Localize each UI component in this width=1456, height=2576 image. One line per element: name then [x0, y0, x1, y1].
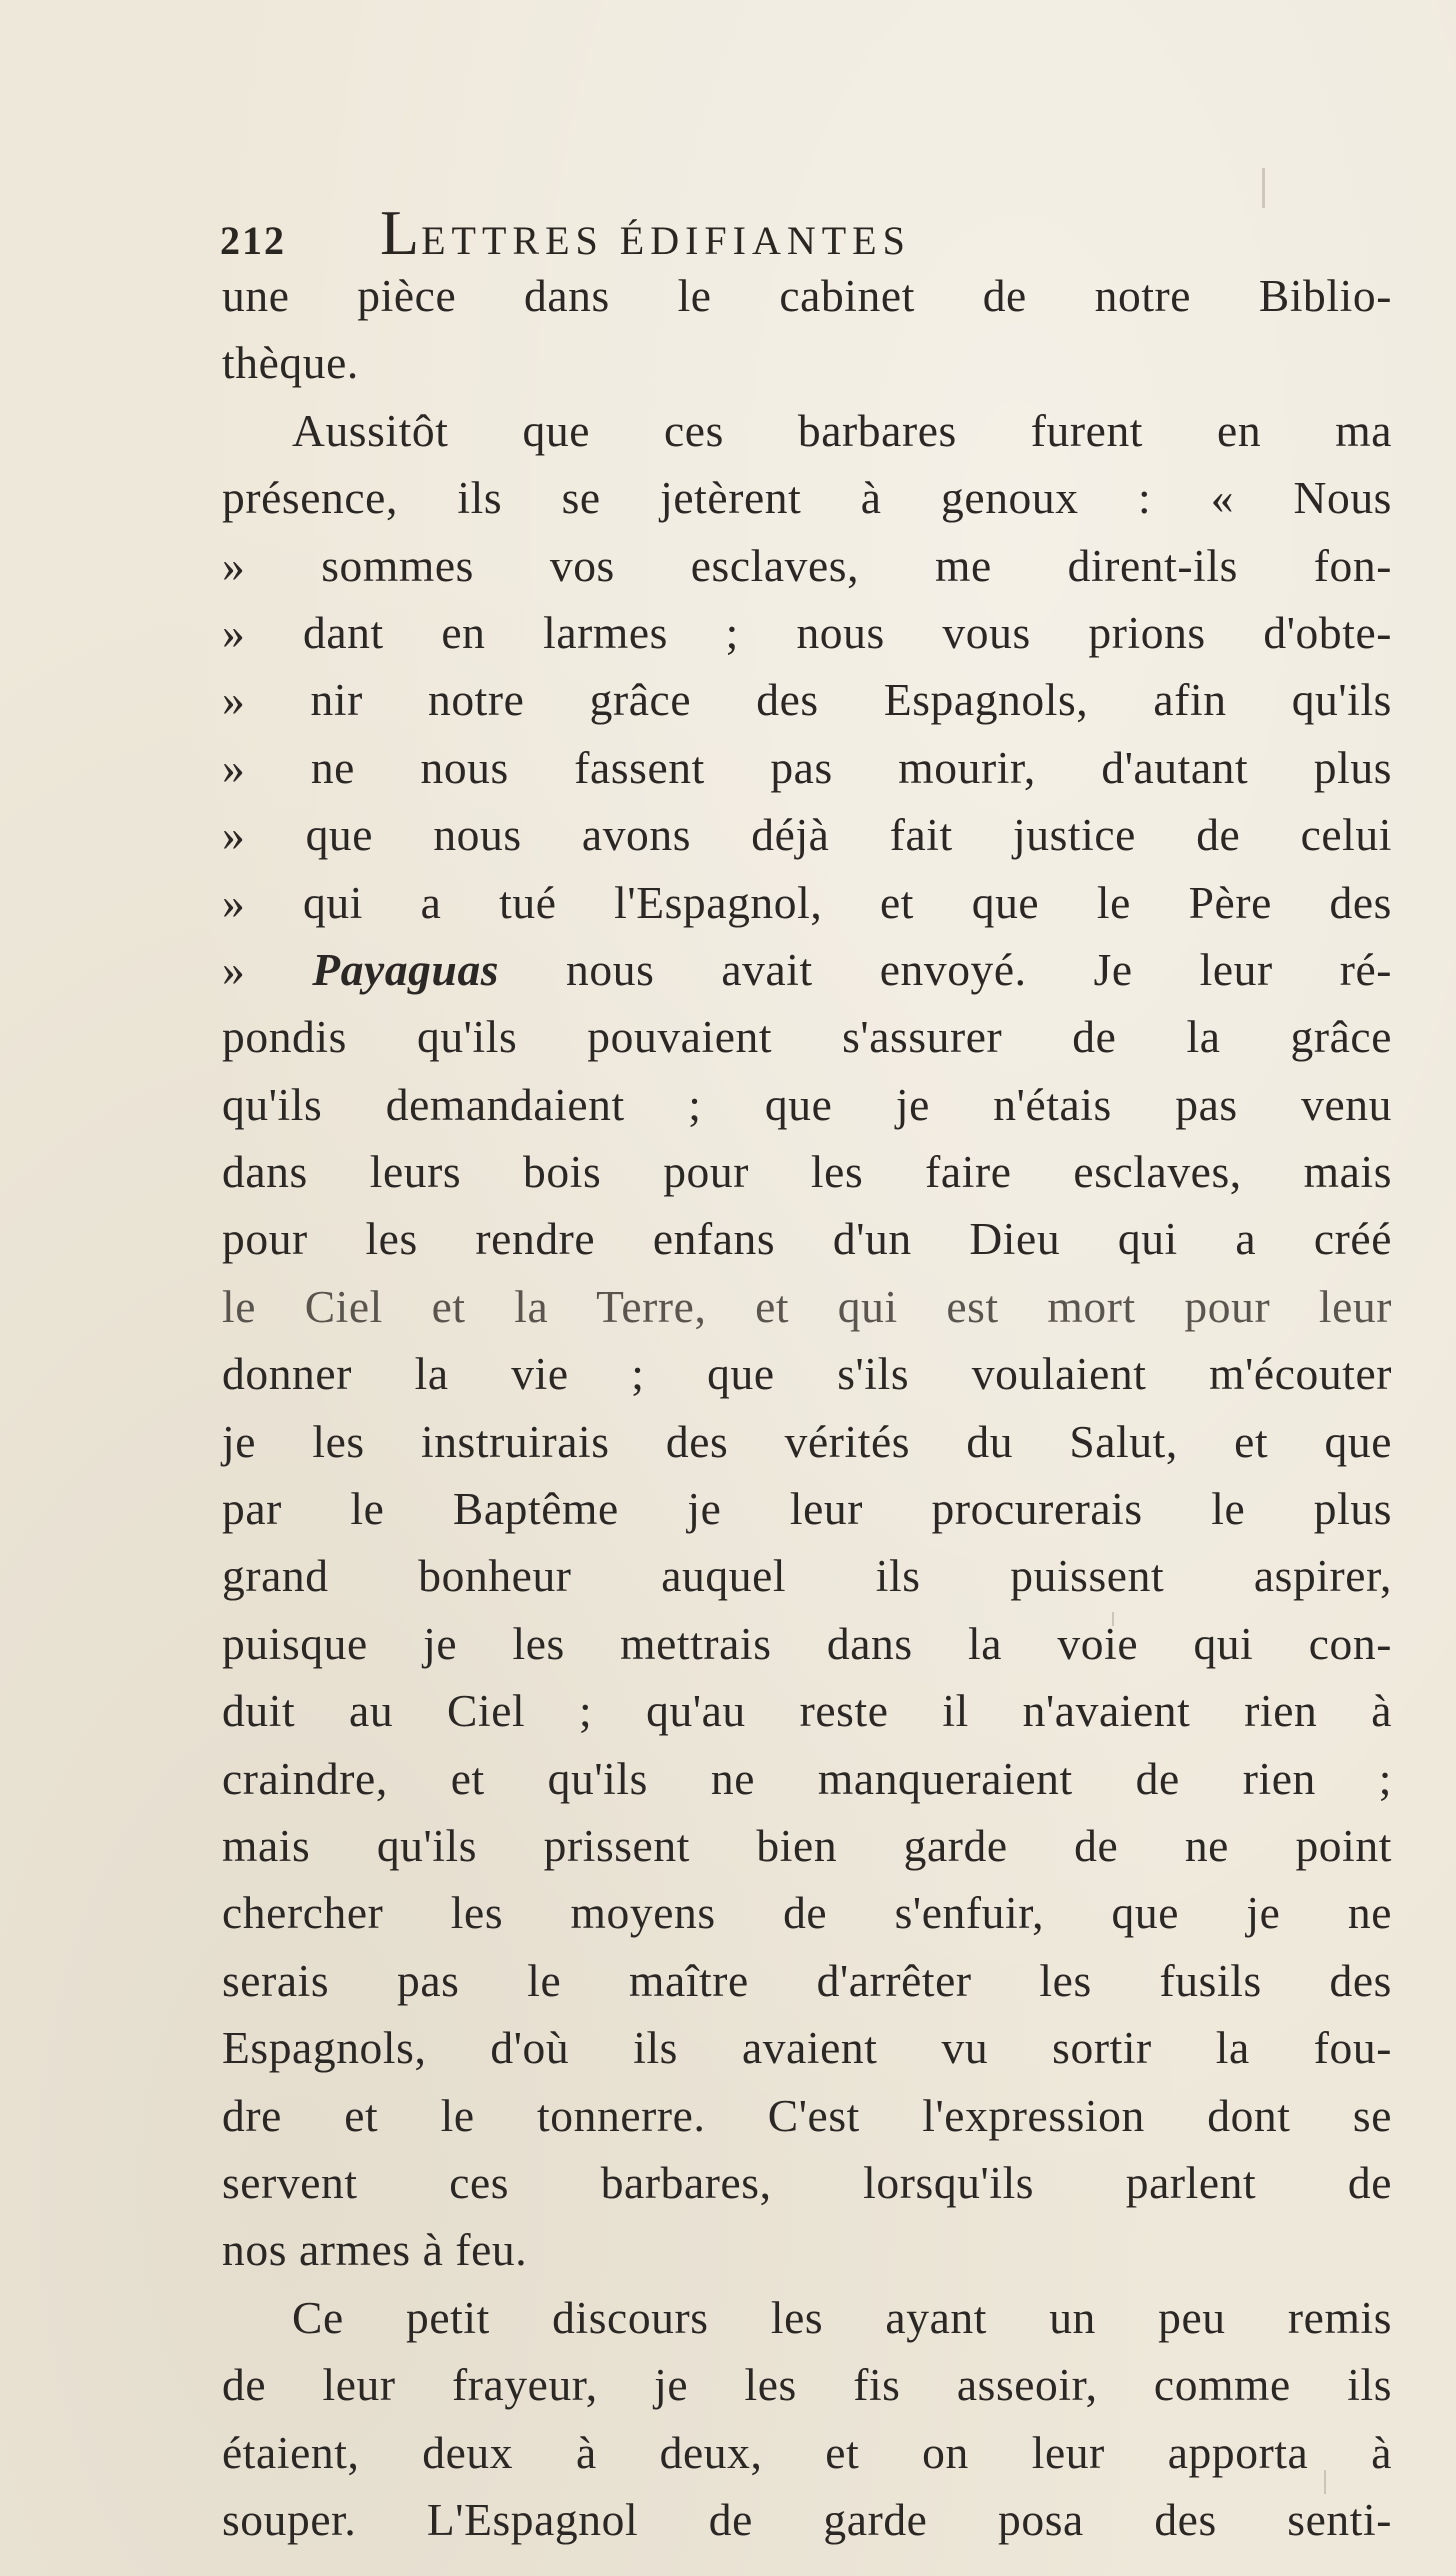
- text-line: craindre, et qu'ils ne manqueraient de rien ;: [222, 1752, 1392, 1804]
- text-line: chercher les moyens de s'enfuir, que je ne: [222, 1887, 1392, 1939]
- text-line: étaient, deux à deux, et on leur apporta à: [222, 2426, 1392, 2478]
- text-line: pondis qu'ils pouvaient s'assurer de la grâce: [222, 1011, 1392, 1063]
- text-line: donner la vie ; que s'ils voulaient m'écouter: [222, 1348, 1392, 1400]
- text-line: duit au Ciel ; qu'au reste il n'avaient rien à: [222, 1685, 1392, 1737]
- text-line: souper. L'Espagnol de garde posa des senti-: [222, 2493, 1392, 2545]
- text-line: serais pas le maître d'arrêter les fusils des: [222, 1954, 1392, 2006]
- text-line: puisque je les mettrais dans la voie qui con-: [222, 1617, 1392, 1669]
- text-line: une pièce dans le cabinet de notre Biblio-: [222, 270, 1392, 321]
- text-line: » qui a tué l'Espagnol, et que le Père des: [222, 876, 1392, 928]
- text-line: pour les rendre enfans d'un Dieu qui a créé: [222, 1213, 1392, 1265]
- text-line: Espagnols, d'où ils avaient vu sortir la fou-: [222, 2022, 1392, 2074]
- text-line: dre et le tonnerre. C'est l'expression dont se: [222, 2089, 1392, 2141]
- text-line: » sommes vos esclaves, me dirent-ils fon-: [222, 539, 1392, 591]
- text-line-damaged: le Ciel et la Terre, et qui est mort pour leur: [222, 1280, 1392, 1332]
- running-title-rest: ETTRES ÉDIFIANTES: [421, 218, 911, 263]
- text-line: présence, ils se jetèrent à genoux : « Nous: [222, 472, 1392, 524]
- text-line: de leur frayeur, je les fis asseoir, comme ils: [222, 2359, 1392, 2411]
- paragraph-start-line: Aussitôt que ces barbares furent en ma: [292, 404, 1392, 456]
- text-line-payaguas: » Payaguas nous avait envoyé. Je leur ré-: [222, 943, 1393, 995]
- text-line: dans leurs bois pour les faire esclaves, mais: [222, 1146, 1392, 1198]
- text-line: thèque.: [222, 337, 359, 389]
- text-line: servent ces barbares, lorsqu'ils parlent de: [222, 2156, 1392, 2208]
- text-line: » que nous avons déjà fait justice de celui: [222, 809, 1392, 861]
- running-title: [380, 196, 911, 270]
- text-line: » nir notre grâce des Espagnols, afin qu'ils: [222, 674, 1392, 726]
- paper-speck: [1112, 1612, 1114, 1626]
- text-line: par le Baptême je leur procurerais le plus: [222, 1483, 1392, 1535]
- text-line: nos armes à feu.: [222, 2224, 528, 2276]
- paper-speck: [1262, 168, 1265, 208]
- running-title-initial: L: [380, 197, 422, 268]
- page-header: [220, 196, 1320, 266]
- text-line: mais qu'ils prissent bien garde de ne point: [222, 1819, 1392, 1871]
- paper-speck: [1324, 2470, 1326, 2494]
- italic-word: Payaguas: [312, 943, 500, 995]
- text-line: je les instruirais des vérités du Salut, et que: [222, 1415, 1392, 1467]
- page-number: 212: [220, 218, 286, 263]
- text-line: qu'ils demandaient ; que je n'étais pas venu: [222, 1078, 1392, 1130]
- text-line: » dant en larmes ; nous vous prions d'obte-: [222, 606, 1392, 658]
- text-line: grand bonheur auquel ils puissent aspirer,: [222, 1550, 1392, 1602]
- paragraph-start-line: Ce petit discours les ayant un peu remis: [292, 2291, 1392, 2343]
- body-text: [222, 262, 1392, 2553]
- text-line: » ne nous fassent pas mourir, d'autant plus: [222, 741, 1392, 793]
